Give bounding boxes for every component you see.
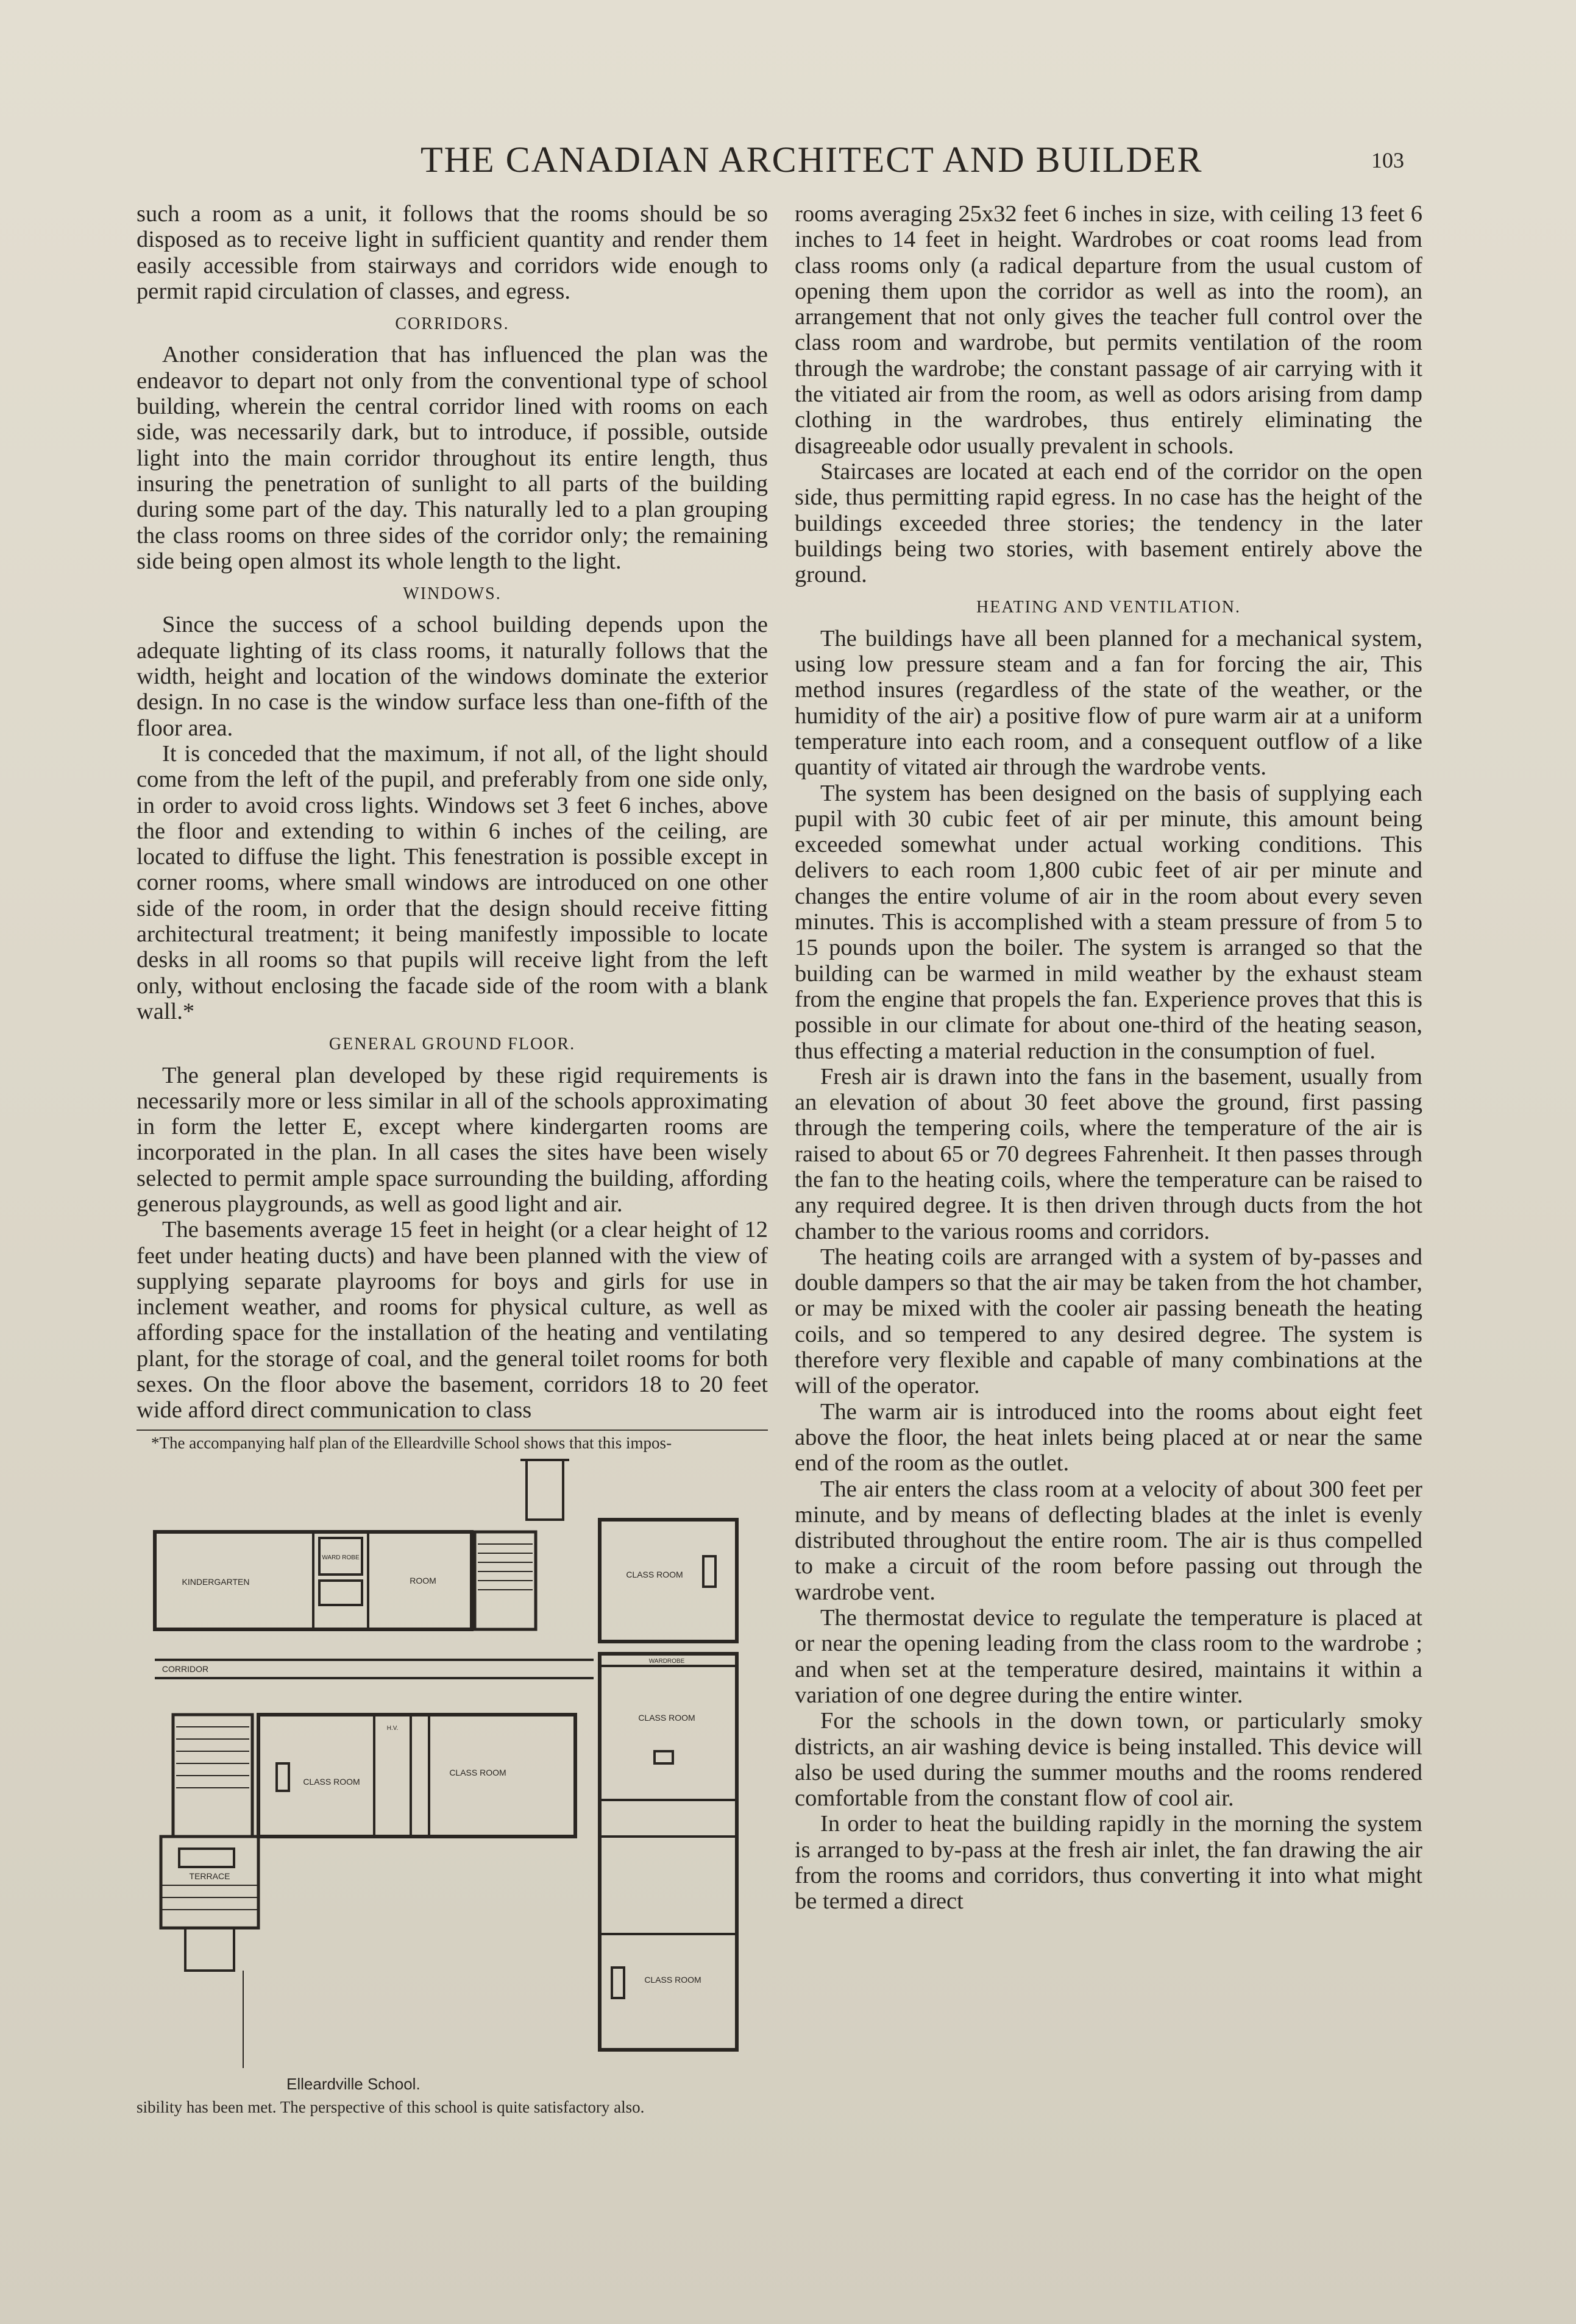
paragraph: The thermostat device to regulate the temperature is placed at or near the opening leading from the class room to the wardrobe ; and when set at the temperature desired, maintains it within a variation of one degree during the entire winter. [795, 1605, 1422, 1708]
paragraph: The basements average 15 feet in height (or a clear height of 12 feet under heating ducts) and have been planned with the view of supplying separate playrooms for boys and girls for use in inclement weather, and rooms for physical culture, as well as affording space for the installation of the heating and ventilating plant, for the storage of coal, and the general toilet rooms for both sexes. On the floor above the basement, corridors 18 to 20 feet wide afford direct communication to class [137, 1217, 768, 1423]
paragraph: In order to heat the building rapidly in the morning the system is arranged to by-pass at the fresh air inlet, the fan drawing the air from the rooms and corridors, thus converting it into what might be termed a direct [795, 1811, 1422, 1915]
plan-label-terrace: TERRACE [189, 1871, 230, 1881]
plan-label-corridor: CORRIDOR [162, 1663, 209, 1674]
paragraph: The general plan developed by these rigid requirements is necessarily more or less similar in all of the schools approximating in form the letter E, except where kindergarten rooms are incorporated in the plan. In all cases the sites have been wisely selected to permit ample space surrounding the building, affording generous playgrounds, as well as good light and air. [137, 1062, 768, 1217]
paragraph: The heating coils are arranged with a system of by-passes and double dampers so that the air may be taken from the hot chamber, or may be mixed with the cooler air passing beneath the heating coils, and so tempered to any desired degree. The system is therefore very flexible and capable of many combinations at the will of the operator. [795, 1244, 1422, 1399]
paragraph: such a room as a unit, it follows that the rooms should be so disposed as to receive light in sufficient quantity and render them easily accessible from stairways and corridors wide enough to permit rapid circulation of classes, and egress. [137, 201, 768, 304]
right-column [795, 201, 1422, 2285]
plan-label-class-room-3: CLASS ROOM [303, 1776, 360, 1787]
plan-label-class-room-4: CLASS ROOM [449, 1767, 506, 1777]
floor-plan-figure [137, 1459, 746, 2092]
paragraph: It is conceded that the maximum, if not all, of the light should come from the left of the pupil, and preferably from one side only, in order to avoid cross lights. Windows set 3 feet 6 inches, above the floor and extending to within 6 inches of the ceiling, are located to diffuse the light. This fenestration is possible except in corner rooms, where small windows are introduced on one other side of the room, in order that the design should receive fitting architectural treatment; it being manifestly impossible to locate desks in all rooms so that pupils will receive light from the left only, without enclosing the facade side of the room with a blank wall.* [137, 740, 768, 1024]
section-heading-windows: WINDOWS. [403, 584, 502, 604]
section-heading-ground-floor: GENERAL GROUND FLOOR. [328, 1035, 576, 1054]
plan-label-class-room-5: CLASS ROOM [644, 1974, 701, 1985]
plan-label-room: ROOM [410, 1575, 436, 1585]
paragraph: The warm air is introduced into the rooms about eight feet above the floor, the heat inlets being placed at or near the same end of the room as the outlet. [795, 1398, 1422, 1476]
plan-label-class-room-2: CLASS ROOM [638, 1712, 695, 1723]
paragraph: For the schools in the down town, or particularly smoky districts, an air washing device is being installed. This device will also be used during the summer mouths and the rooms rendered comfortable from the constant flow of cool air. [795, 1708, 1422, 1812]
plan-label-hv: H.V. [386, 1724, 399, 1732]
paragraph: Another consideration that has influenced the plan was the endeavor to depart not only from the conventional type of school building, wherein the central corridor lined with rooms on each side, was necessarily dark, but to introduce, if possible, outside light into the main corridor throughout its entire length, thus insuring the penetration of sunlight to all parts of the building during some part of the day. This naturally led to a plan grouping the class rooms on three sides of the corridor only; the remaining side being open almost its whole length to the light. [137, 342, 768, 574]
plan-label-kindergarten: KINDERGARTEN [182, 1576, 250, 1587]
footnote: *The accompanying half plan of the Elleardville School shows that this impos- [151, 1433, 672, 1452]
page-title: THE CANADIAN ARCHITECT AND BUILDER [421, 140, 1203, 180]
figure-caption: Elleardville School. [286, 2074, 421, 2093]
paragraph: rooms averaging 25x32 feet 6 inches in size, with ceiling 13 feet 6 inches to 14 feet in height. Wardrobes or coat rooms lead from class rooms only (a radical departure from the usual custom of opening them upon the corridor as well as into the room), an arrangement that not only gives the teacher full control over the class room and wardrobe, but permits ventilation of the room through the wardrobe; the constant passage of air carrying with it the vitiated air from the room, as well as odors arising from damp clothing in the wardrobes, thus entirely eliminating the disagreeable odor usually prevalent in schools. [795, 201, 1422, 459]
paragraph: Staircases are located at each end of the corridor on the open side, thus permitting rapid egress. In no case has the height of the buildings exceeded three stories; the tendency in the later buildings being two stories, with basement entirely above the ground. [795, 458, 1422, 588]
plan-label-wardrobe-right: WARDROBE [648, 1657, 685, 1665]
footnote-divider [137, 1429, 768, 1431]
paragraph: Since the success of a school building depends upon the adequate lighting of its class rooms, it naturally follows that the width, height and location of the windows dominate the exterior design. In no case is the window surface less than one-fifth of the floor area. [137, 612, 768, 741]
paragraph: The air enters the class room at a velocity of about 300 feet per minute, and by means of deflecting blades at the inlet is evenly distributed throughout the entire room. The air is thus compelled to make a circuit of the room before passing out through the wardrobe vent. [795, 1476, 1422, 1605]
footnote-continuation: sibility has been met. The perspective of this school is quite satisfactory also. [137, 2097, 645, 2116]
plan-label-wardrobe: WARD ROBE [322, 1554, 360, 1561]
paragraph: The buildings have all been planned for a mechanical system, using low pressure steam and a fan for forcing the air, This method insures (regardless of the state of the weather, or the humidity of the air) a positive flow of pure warm air at a uniform temperature into each room, and a consequent outflow of a like quantity of vitated air through the wardrobe vents. [795, 625, 1422, 781]
paragraph: Fresh air is drawn into the fans in the basement, usually from an elevation of about 30 feet above the ground, first passing through the tempering coils, where the temperature of the air is raised to about 65 or 70 degrees Fahrenheit. It then passes through the fan to the heating coils, where the temperature can be raised to any required degree. It is then driven through ducts from the hot chamber to the various rooms and corridors. [795, 1063, 1422, 1244]
floor-plan-drawing [137, 1459, 746, 2068]
page-number: 103 [1371, 148, 1404, 172]
left-column [137, 201, 768, 2273]
paragraph: The system has been designed on the basis of supplying each pupil with 30 cubic feet of air per minute, this amount being exceeded somewhat under actual working conditions. This delivers to each room 1,800 cubic feet of air per minute and changes the entire volume of air in the room about every seven minutes. This is accomplished with a steam pressure of from 5 to 15 pounds upon the boiler. The system is arranged so that the building can be warmed in mild weather by the exhaust steam from the engine that propels the fan. Experience proves that this is possible in our climate for about one-third of the heating season, thus effecting a material reduction in the consumption of fuel. [795, 780, 1422, 1064]
section-heading-heating: HEATING AND VENTILATION. [976, 598, 1241, 617]
plan-label-class-room-1: CLASS ROOM [626, 1569, 683, 1579]
section-heading-corridors: CORRIDORS. [395, 314, 509, 334]
